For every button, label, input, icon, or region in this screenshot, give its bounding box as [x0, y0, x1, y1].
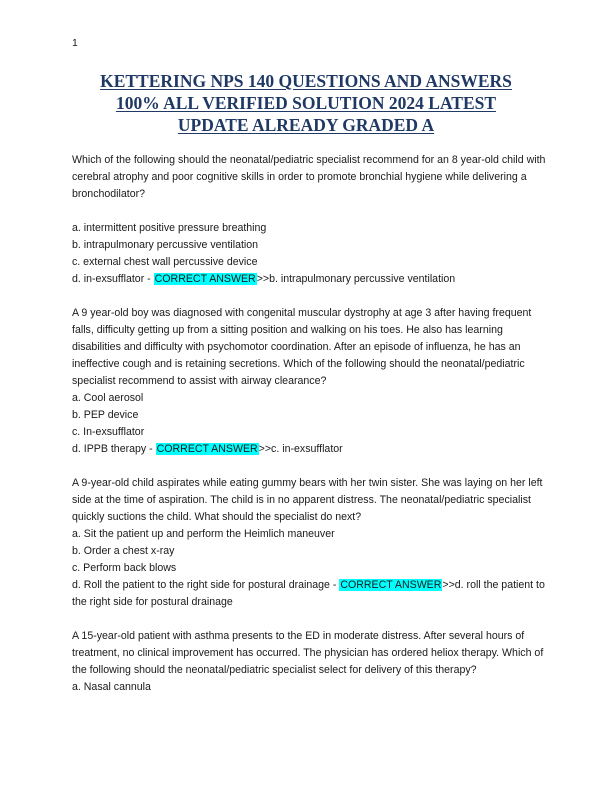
question-1 — [72, 152, 550, 288]
question-stem: A 15-year-old patient with asthma presents to the ED in moderate distress. After several hours of treatment, no clinical improvement has occurred. The physician has ordered heliox therapy. Which of the following should the neonatal/pediatric specialist select for delivery of this therapy? — [72, 630, 544, 676]
question-4 — [72, 628, 550, 696]
option-a: a. intermittent positive pressure breathing — [72, 222, 267, 234]
option-a: a. Sit the patient up and perform the Heimlich maneuver — [72, 528, 335, 540]
option-b: b. PEP device — [72, 409, 139, 421]
question-list — [72, 152, 550, 713]
answer-text: >>c. in-exsufflator — [258, 443, 343, 455]
document-title — [60, 70, 552, 136]
correct-answer-marker: CORRECT ANSWER — [340, 579, 442, 591]
correct-answer-marker: CORRECT ANSWER — [154, 273, 256, 285]
correct-answer-marker: CORRECT ANSWER — [156, 443, 258, 455]
option-d-with-answer — [72, 577, 550, 611]
question-2 — [72, 305, 550, 458]
option-c: c. Perform back blows — [72, 562, 177, 574]
option-d: d. IPPB therapy - — [72, 443, 156, 455]
option-d: d. in-exsufflator - — [72, 273, 154, 285]
answer-text: >>b. intrapulmonary percussive ventilation — [256, 273, 456, 285]
page-number: 1 — [72, 37, 78, 49]
title-line-3: UPDATE ALREADY GRADED A — [177, 115, 435, 135]
option-b: b. intrapulmonary percussive ventilation — [72, 239, 259, 251]
option-d-with-answer — [72, 271, 550, 288]
option-d-with-answer — [72, 441, 550, 458]
option-c: c. In-exsufflator — [72, 426, 145, 438]
title-line-2: 100% ALL VERIFIED SOLUTION 2024 LATEST — [115, 93, 497, 113]
option-c: c. external chest wall percussive device — [72, 256, 258, 268]
question-3 — [72, 475, 550, 611]
title-line-1: KETTERING NPS 140 QUESTIONS AND ANSWERS — [100, 71, 512, 91]
question-stem: Which of the following should the neonatal/pediatric specialist recommend for an 8 year-old child with cerebral atrophy and poor cognitive skills in order to promote bronchial hygiene while delivering a bronchodilator? — [72, 154, 546, 200]
option-a: a. Cool aerosol — [72, 392, 144, 404]
question-stem: A 9 year-old boy was diagnosed with congenital muscular dystrophy at age 3 after having frequent falls, difficulty getting up from a sitting position and walking on his toes. He also has learning disabilities and difficulty with psychomotor coordination. After an episode of influenza, he has an ineffective cough and is retaining secretions. Which of the following should the neonatal/pediatric specialist recommend to assist with airway clearance? — [72, 307, 532, 387]
option-a: a. Nasal cannula — [72, 681, 151, 693]
question-stem: A 9-year-old child aspirates while eating gummy bears with her twin sister. She was laying on her left side at the time of aspiration. The child is in no apparent distress. The neonatal/pediatric specialist quickly suctions the child. What should the specialist do next? — [72, 477, 543, 523]
option-d: d. Roll the patient to the right side for postural drainage - — [72, 579, 340, 591]
answer-text: >>d. roll the patient to the right side for postural drainage — [72, 579, 545, 608]
option-b: b. Order a chest x-ray — [72, 545, 175, 557]
